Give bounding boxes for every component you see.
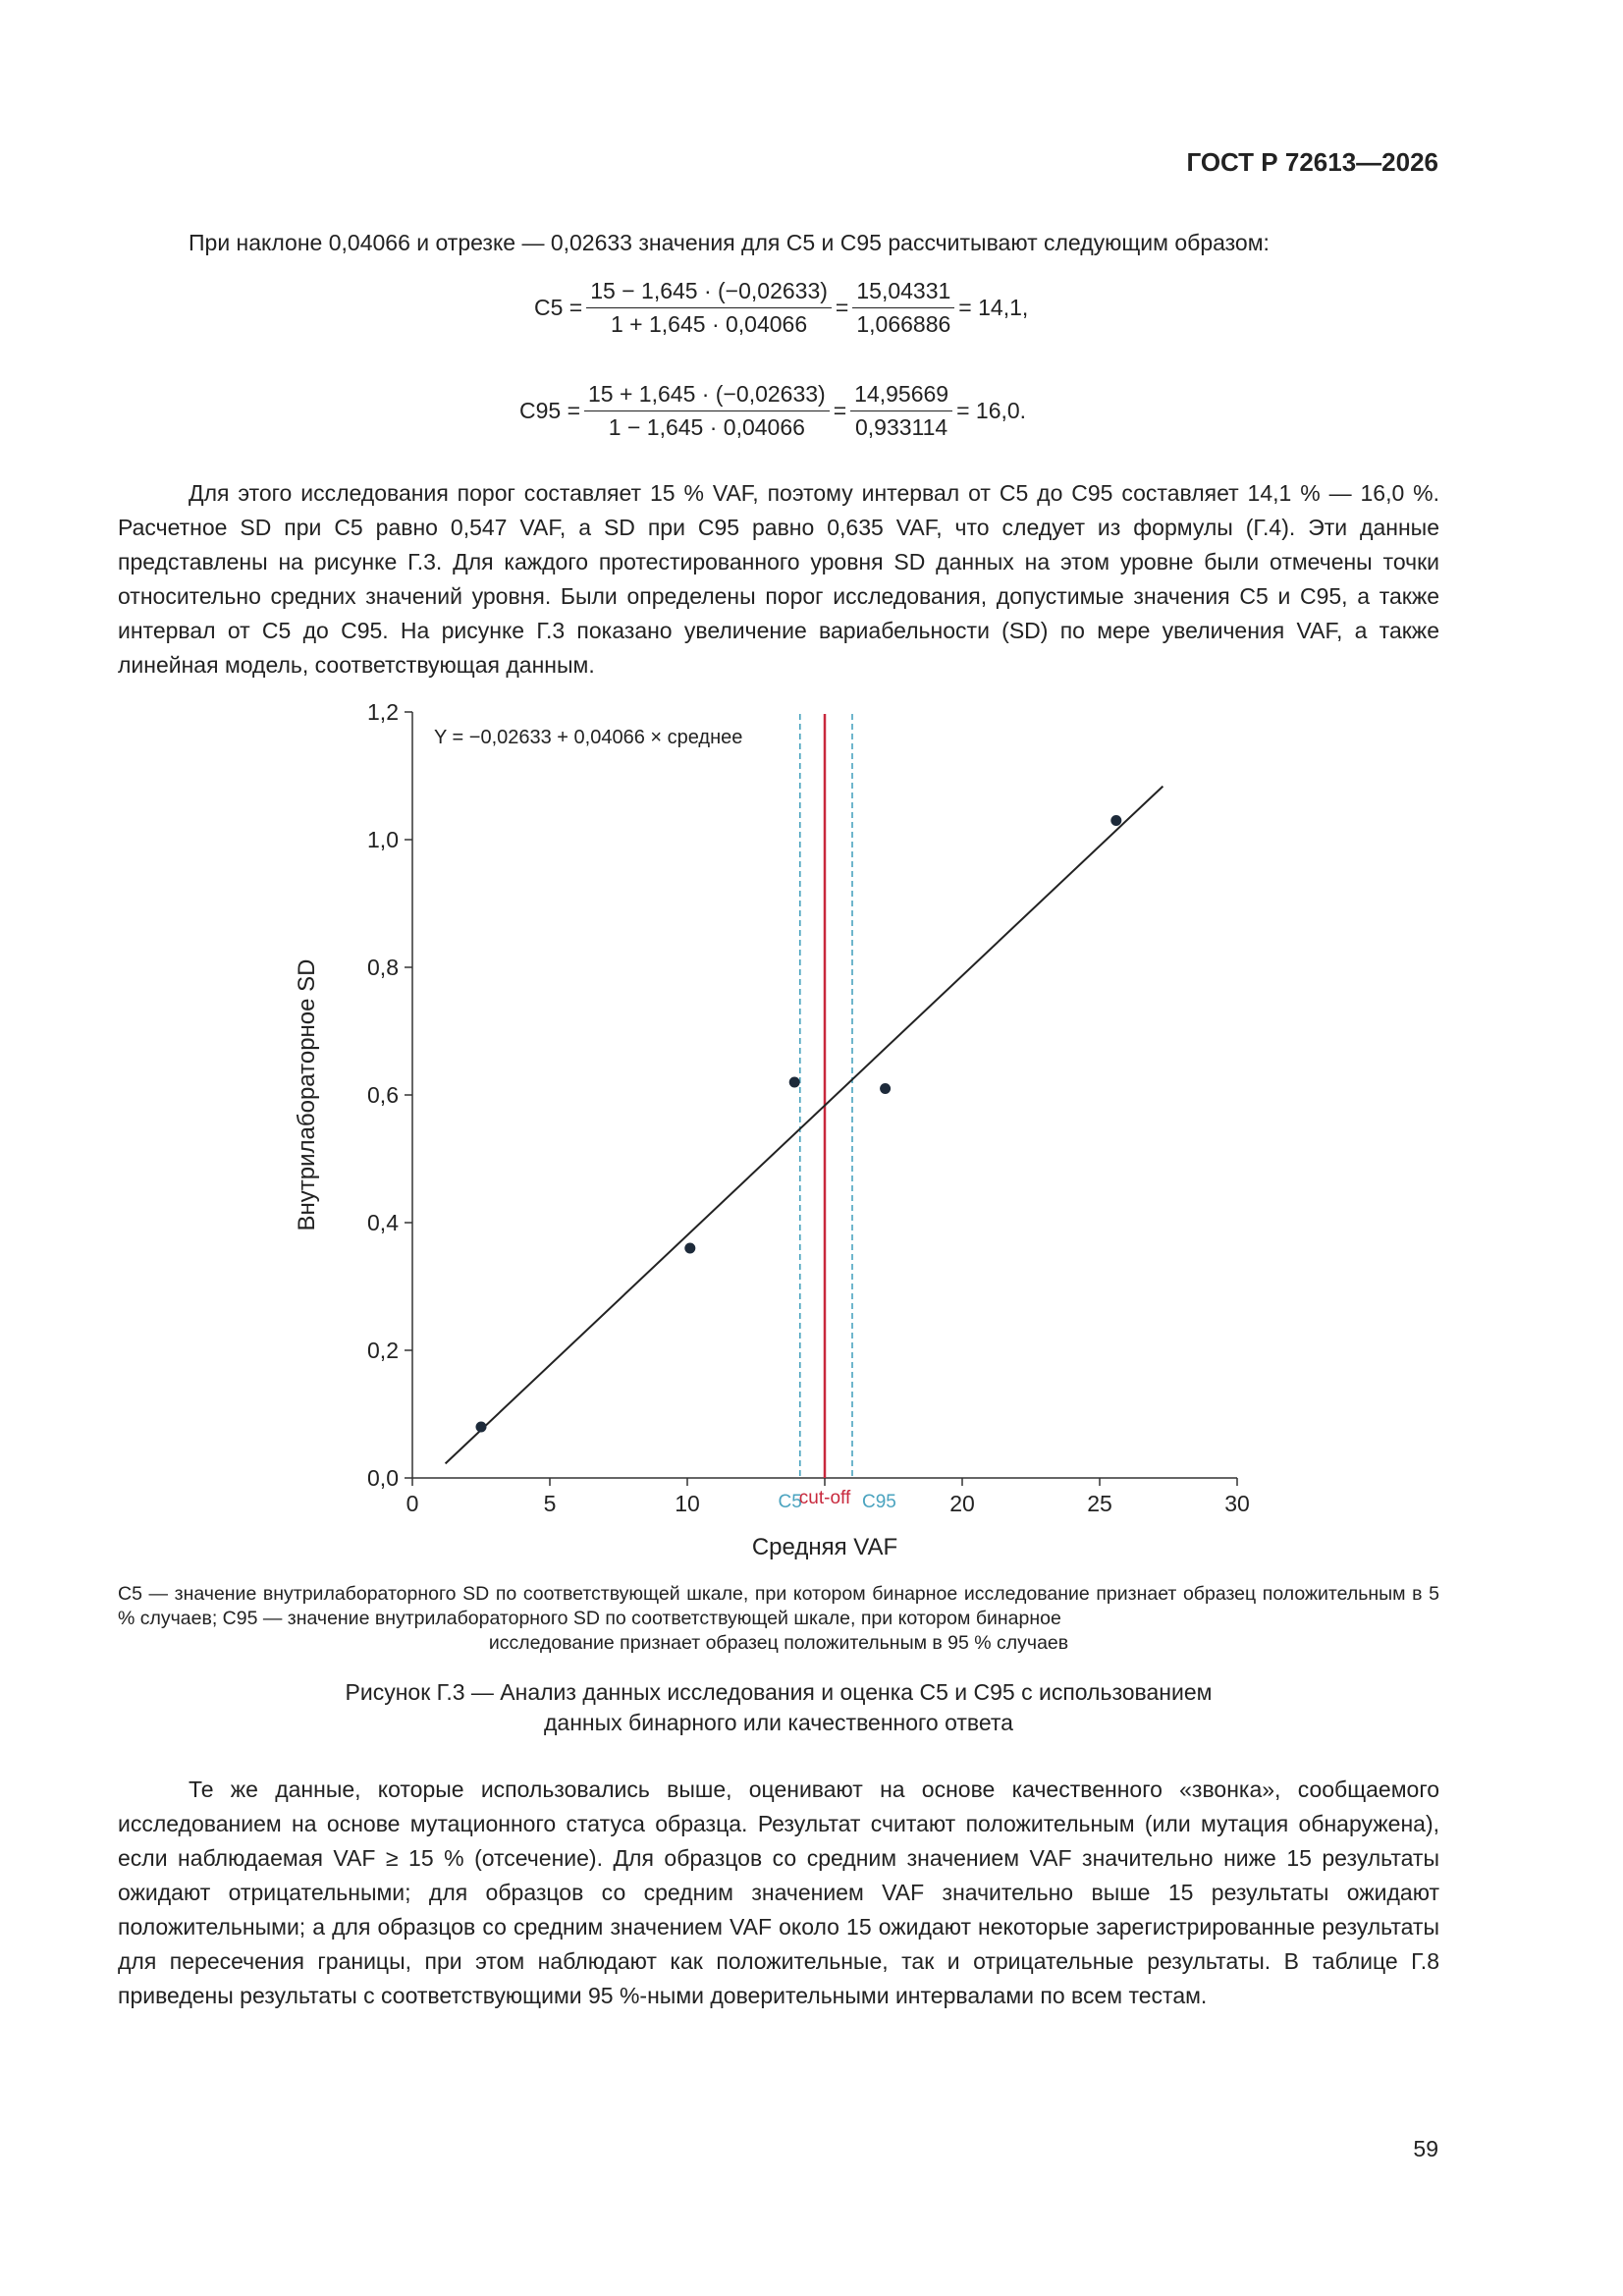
formula-c95-result: = 16,0. xyxy=(956,398,1027,423)
formula-c5-result: = 14,1, xyxy=(958,295,1029,320)
intro-text: При наклоне 0,04066 и отрезке — 0,02633 значения для С5 и С95 рассчитывают следующим образом: xyxy=(189,230,1270,255)
data-point-5 xyxy=(1110,815,1121,826)
formula-c5-fraction-1 xyxy=(586,278,832,338)
figure-caption-line1: Рисунок Г.3 — Анализ данных исследования и оценка С5 и С95 с использованием xyxy=(345,1679,1213,1705)
figure-note-last: исследование признает образец положительным в 95 % случаев xyxy=(488,1632,1069,1654)
formula-c95-num1: 15 + 1,645 · (−0,02633) xyxy=(584,381,830,411)
formula-c95 xyxy=(515,381,1030,441)
figure-caption xyxy=(118,1677,1439,1738)
data-point-1 xyxy=(476,1422,487,1433)
x-tick-label: 5 xyxy=(543,1491,557,1516)
y-tick-label: 0,6 xyxy=(367,1082,399,1108)
formula-c95-den1: 1 − 1,645 · 0,04066 xyxy=(608,414,805,440)
chart-svg xyxy=(275,692,1257,1576)
vline-label-c5: С5 xyxy=(778,1492,802,1512)
y-tick-label: 1,0 xyxy=(367,827,399,852)
figure-chart xyxy=(275,692,1257,1576)
formula-c95-num2: 14,95669 xyxy=(850,381,952,411)
regression-line xyxy=(446,787,1163,1464)
vline-label-c95: С95 xyxy=(862,1492,896,1512)
formula-c5-eq: = xyxy=(835,295,849,320)
paragraph-1: Для этого исследования порог составляет 15 % VAF, поэтому интервал от С5 до С95 составляет 14,1 % — 16,0 %. Расчетное SD при С5 равно 0,547 VAF, а SD при С95 равно 0,635 VAF, что следует из формулы (Г.4). Эти данные представлены на рисунке Г.3. Для каждого протестированного уровня SD данных на этом уровне были отмечены точки относительно средних значений уровня. Были определены порог исследования, допустимые значения С5 и С95, а также интервал от С5 до С95. На рисунке Г.3 показано увеличение вариабельности (SD) по мере увеличения VAF, а также линейная модель, соответствующая данным. xyxy=(118,480,1439,678)
y-tick-label: 0,0 xyxy=(367,1465,399,1491)
paragraph-2: Те же данные, которые использовались выше, оценивают на основе качественного «звонка», сообщаемого исследованием на основе мутационного статуса образца. Результат считают положительным (или мутация обнаружена), если наблюдаемая VAF ≥ 15 % (отсечение). Для образцов со средним значением VAF значительно ниже 15 результаты ожидают отрицательными; для образцов со средним значением VAF значительно выше 15 результаты ожидают положительными; а для образцов со средним значением VAF около 15 ожидают некоторые зарегистрированные результаты для пересечения границы, при этом наблюдают как положительные, так и отрицательные результаты. В таблице Г.8 приведены результаты с соответствующими 95 %-ными доверительными интервалами по всем тестам. xyxy=(118,1777,1439,2008)
page-number: 59 xyxy=(1413,2136,1438,2161)
formula-c5 xyxy=(530,278,1032,338)
x-axis-title: Средняя VAF xyxy=(751,1534,898,1560)
formula-c5-den2: 1,066886 xyxy=(856,311,951,337)
document-code: ГОСТ Р 72613—2026 xyxy=(1186,147,1438,177)
figure-note-main: С5 — значение внутрилабораторного SD по соответствующей шкале, при котором бинарное исследование признает образец положительным в 5 % случаев; С95 — значение внутрилабораторного SD по соответствующей шкале, при котором бинарное xyxy=(118,1583,1439,1629)
figure-note xyxy=(118,1582,1439,1656)
data-point-2 xyxy=(684,1243,695,1254)
y-tick-label: 1,2 xyxy=(367,699,399,725)
formula-c5-fraction-2 xyxy=(852,278,954,338)
formula-c95-den2: 0,933114 xyxy=(854,414,948,440)
data-point-3 xyxy=(789,1077,800,1088)
x-tick-label: 25 xyxy=(1087,1491,1112,1516)
formula-c5-lhs: С5 = xyxy=(534,295,583,320)
regression-equation: Y = −0,02633 + 0,04066 × среднее xyxy=(434,727,743,748)
figure-caption-line2: данных бинарного или качественного ответа xyxy=(544,1710,1013,1735)
formula-c5-den1: 1 + 1,645 · 0,04066 xyxy=(611,311,808,337)
formula-c95-lhs: С95 = xyxy=(519,398,581,423)
y-tick-label: 0,8 xyxy=(367,955,399,980)
x-tick-label: 10 xyxy=(675,1491,700,1516)
formula-c95-fraction-2 xyxy=(850,381,952,441)
data-point-4 xyxy=(880,1083,891,1094)
formula-c5-num1: 15 − 1,645 · (−0,02633) xyxy=(586,278,832,308)
y-tick-label: 0,2 xyxy=(367,1338,399,1363)
x-tick-label: 30 xyxy=(1224,1491,1250,1516)
y-tick-label: 0,4 xyxy=(367,1210,399,1235)
x-tick-label: 0 xyxy=(406,1491,419,1516)
formula-c5-num2: 15,04331 xyxy=(852,278,954,308)
vline-label-cutoff: cut-off xyxy=(798,1488,851,1508)
x-tick-label: 20 xyxy=(949,1491,975,1516)
y-axis-title: Внутрилабораторное SD xyxy=(294,958,320,1231)
formula-c95-eq: = xyxy=(833,398,847,423)
formula-c95-fraction-1 xyxy=(584,381,830,441)
